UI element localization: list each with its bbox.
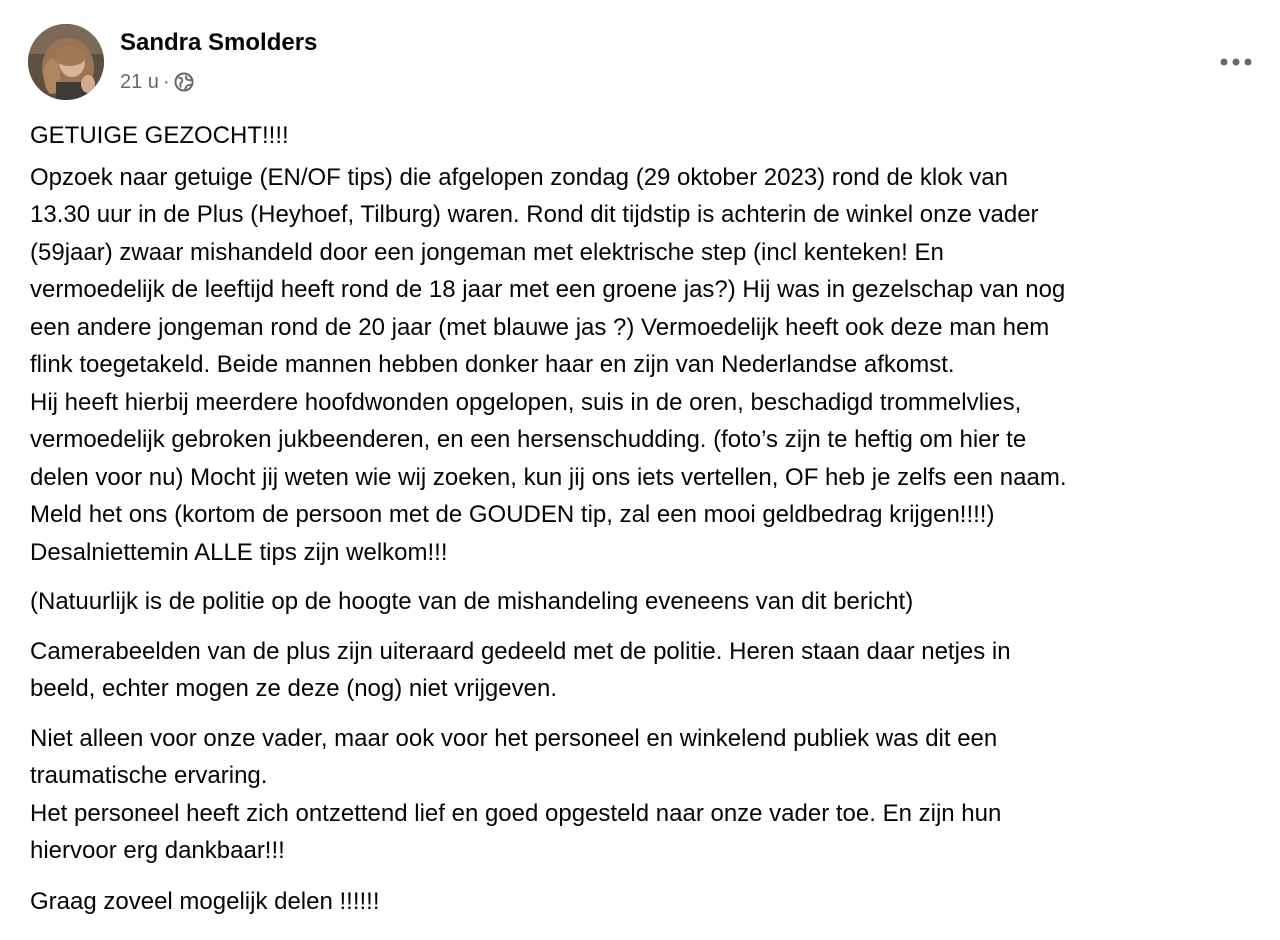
post-meta: [120, 68, 194, 96]
author-name[interactable]: Sandra Smolders: [120, 29, 318, 56]
paragraph-line: Graag zoveel mogelijk delen !!!!!!: [30, 887, 380, 915]
paragraph-line: 13.30 uur in de Plus (Heyhoef, Tilburg) waren. Rond dit tijdstip is achterin de winkel onze vader: [30, 201, 1039, 228]
post-body: [30, 117, 1260, 920]
profile-photo-icon: [28, 24, 104, 100]
paragraph-2: [30, 583, 1260, 621]
paragraph-5: [30, 883, 1260, 921]
paragraph-line: een andere jongeman rond de 20 jaar (met blauwe jas ?) Vermoedelijk heeft ook deze man hem: [30, 313, 1050, 341]
paragraph-4: [30, 720, 1260, 870]
paragraph-line: (59jaar) zwaar mishandeld door een jongeman met elektrische step (incl kenteken! En: [30, 238, 944, 266]
paragraph-line: vermoedelijk gebroken jukbeenderen, en een hersenschudding. (foto’s zijn te heftig om hier te: [30, 426, 1027, 453]
paragraph-line: Niet alleen voor onze vader, maar ook voor het personeel en winkelend publiek was dit een: [30, 724, 998, 752]
paragraph-line: Camerabeelden van de plus zijn uiteraard gedeeld met de politie. Heren staan daar netjes in: [30, 637, 1011, 665]
post-heading: GETUIGE GEZOCHT!!!!: [30, 122, 289, 149]
paragraph-3: [30, 633, 1260, 708]
more-options-icon: [1220, 58, 1252, 66]
avatar[interactable]: [28, 24, 104, 100]
meta-separator: ·: [162, 70, 170, 93]
more-options-button[interactable]: [1214, 42, 1258, 82]
paragraph-line: flink toegetakeld. Beide mannen hebben donker haar en zijn van Nederlandse afkomst.: [30, 351, 955, 378]
paragraph-line: Opzoek naar getuige (EN/OF tips) die afgelopen zondag (29 oktober 2023) rond de klok van: [30, 163, 1008, 191]
paragraph-line: Desalniettemin ALLE tips zijn welkom!!!: [30, 538, 448, 566]
paragraph-line: Het personeel heeft zich ontzettend lief en goed opgesteld naar onze vader toe. En zijn hun: [30, 799, 1002, 827]
globe-icon[interactable]: [174, 72, 194, 92]
post-time[interactable]: 21 u: [120, 70, 159, 93]
paragraph-line: Meld het ons (kortom de persoon met de GOUDEN tip, zal een mooi geldbedrag krijgen!!!!): [30, 501, 995, 528]
paragraph-line: hiervoor erg dankbaar!!!: [30, 837, 285, 864]
paragraph-line: (Natuurlijk is de politie op de hoogte van de mishandeling eveneens van dit bericht): [30, 588, 914, 615]
paragraph-line: delen voor nu) Mocht jij weten wie wij zoeken, kun jij ons iets vertellen, OF heb je zelfs een naam.: [30, 463, 1067, 491]
paragraph-line: vermoedelijk de leeftijd heeft rond de 18 jaar met een groene jas?) Hij was in gezelschap van nog: [30, 276, 1066, 303]
paragraph-line: beeld, echter mogen ze deze (nog) niet vrijgeven.: [30, 675, 557, 702]
paragraph-line: traumatische ervaring.: [30, 762, 268, 789]
paragraph-line: Hij heeft hierbij meerdere hoofdwonden opgelopen, suis in de oren, beschadigd trommelvlies,: [30, 388, 1022, 416]
post-header: [28, 24, 1258, 104]
paragraph-1: [30, 159, 1260, 572]
